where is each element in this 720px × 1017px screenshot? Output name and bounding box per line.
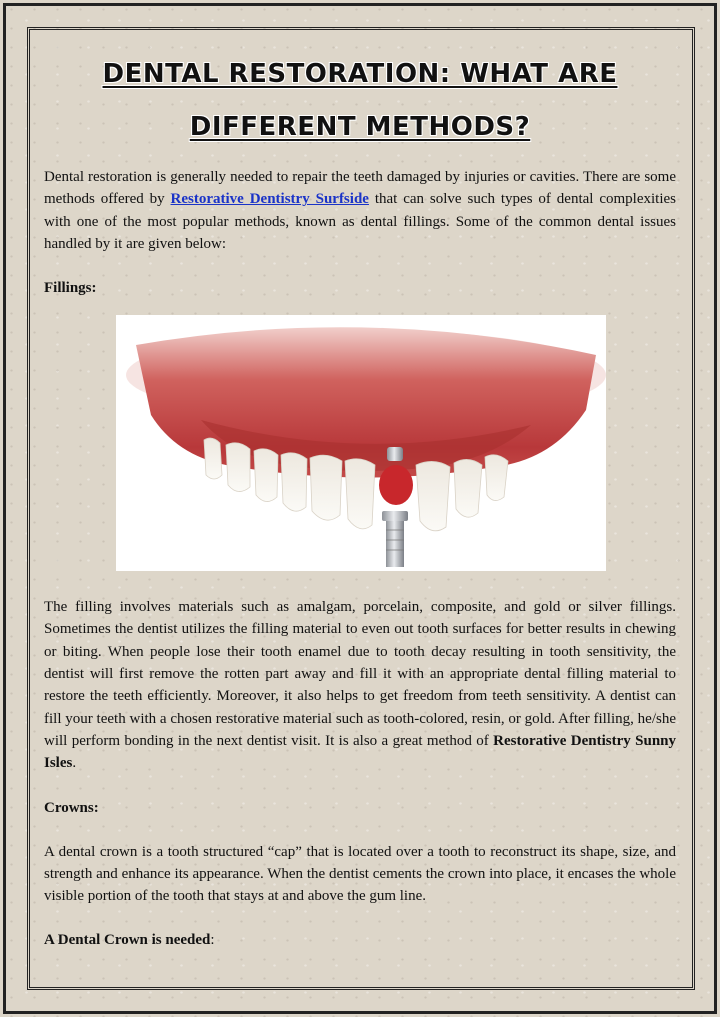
fillings-text-end: . — [72, 755, 77, 772]
intro-text-2: that can solve such types of dental complexities with one of the most popular methods, known as dental fillings. Some of the common dental issues handled by it are given below: — [44, 191, 676, 252]
implant-top — [382, 511, 408, 521]
crown-needed-line — [44, 929, 676, 951]
intro-text-1: Dental restoration is generally needed to repair the teeth damaged by injuries or cavities. There are some methods offered by — [44, 169, 676, 208]
fillings-heading: Fillings: — [44, 280, 97, 297]
gum-gap — [379, 465, 413, 505]
intro-paragraph — [44, 166, 676, 255]
page-title — [44, 48, 676, 154]
crowns-paragraph: A dental crown is a tooth structured “cap” that is located over a tooth to reconstruct its shape, size, and strength and enhance its appearance. When the dentist cements the crown into place, it encases the whole visible portion of the tooth that stays at and above the gum line. — [44, 843, 676, 905]
crown-needed-heading: A Dental Crown is needed — [44, 932, 211, 949]
title-line-1: DENTAL RESTORATION: WHAT ARE — [102, 59, 618, 89]
teeth-implant-image — [116, 315, 606, 571]
restorative-dentistry-surfside-link[interactable]: Restorative Dentistry Surfside — [170, 191, 369, 208]
fillings-paragraph — [44, 596, 676, 774]
implant-abutment — [387, 447, 403, 461]
document-content — [44, 48, 676, 952]
restorative-dentistry-sunny-isles: Restorative Dentistry Sunny Isles — [44, 732, 677, 772]
title-line-2: DIFFERENT METHODS? — [189, 112, 531, 142]
implant-screw — [386, 521, 404, 567]
crown-needed-suffix: : — [210, 932, 215, 949]
fillings-text: The filling involves materials such as amalgam, porcelain, composite, and gold or silver fillings. Sometimes the dentist utilizes the filling material to even out tooth surfaces for better results in chewing or biting. When people lose their tooth enamel due to tooth decay resulting in tooth sensitivity, the dentist will first remove the rotten part away and fill it with an appropriate dental filling material to restore the teeth efficiently. Moreover, it also helps to get freedom from teeth sensitivity. A dentist can fill your teeth with a chosen restorative material such as tooth-colored, resin, or gold. After filling, he/she will perform bonding in the next dentist visit. It is also a great method of — [44, 599, 676, 749]
crowns-heading: Crowns: — [44, 799, 99, 816]
teeth-illustration — [116, 315, 606, 571]
